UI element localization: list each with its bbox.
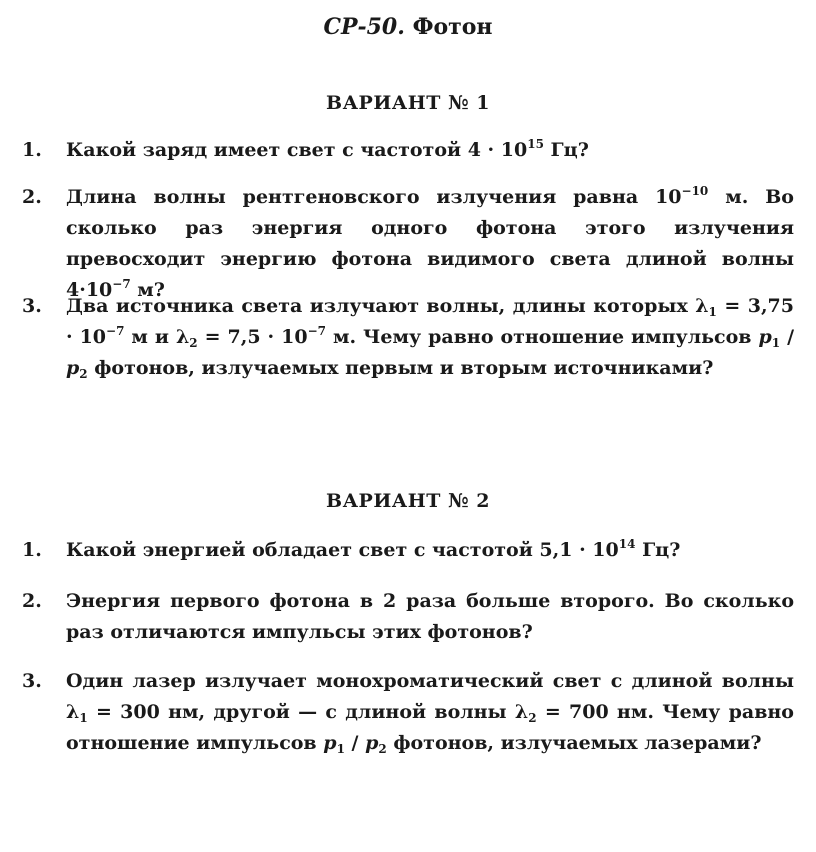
variant-1-problem-1 [22, 135, 794, 166]
problem-text-part: = 300 нм, другой — с длиной волны λ [87, 701, 529, 723]
problem-text-part: м? [130, 279, 165, 301]
variable-p: p [758, 326, 772, 348]
problem-number: 1. [22, 539, 42, 561]
problem-text: Энергия первого фотона в 2 раза больше второго. Во сколько раз отличаются импульсы этих фотонов? [66, 590, 794, 643]
problem-text-part: = 7,5 · 10 [197, 326, 308, 348]
variant-2-problem-2 [22, 586, 794, 648]
subscript: 1 [79, 711, 88, 725]
problem-text-part: фотонов, излучаемых первым и вторым источниками? [87, 357, 714, 379]
problem-text-part: Длина волны рентгеновского излучения равна 10 [66, 186, 682, 208]
problem-text-part: Один лазер излучает монохроматический свет с длиной волны λ [66, 670, 794, 723]
subscript: 1 [336, 742, 345, 756]
worksheet-code: СР-50. [323, 14, 405, 40]
exponent: 14 [618, 537, 636, 551]
problem-text [66, 666, 794, 759]
variant-2-problem-1 [22, 535, 794, 566]
variant-2-problem-3 [22, 666, 794, 759]
problem-text-part: = 3,75 · 10 [66, 295, 794, 348]
problem-text-part: м. Во сколько раз энергия одного фотона этого излучения превосходит энергию фотона видимого света длиной волны 4·10 [66, 186, 794, 301]
problem-number: 2. [22, 590, 42, 612]
exponent: 15 [527, 137, 544, 151]
subscript: 1 [708, 305, 717, 319]
variable-p: p [323, 732, 337, 754]
subscript: 1 [771, 336, 781, 350]
problem-text [66, 535, 794, 566]
problem-number: 2. [22, 186, 42, 208]
exponent: −10 [681, 184, 709, 198]
problem-text-part: Какой заряд имеет свет с частотой 4 · 10 [66, 139, 528, 161]
problem-number: 3. [22, 670, 42, 692]
problem-text-part: Какой энергией обладает свет с частотой 5,1 · 10 [66, 539, 619, 561]
subscript: 2 [528, 711, 537, 725]
exponent: −7 [106, 324, 125, 338]
variant-1-heading: ВАРИАНТ № 1 [326, 92, 490, 114]
subscript: 2 [378, 742, 387, 756]
variant-1-problem-2 [22, 182, 794, 306]
variable-p: p [365, 732, 379, 754]
worksheet-topic: Фотон [412, 14, 493, 40]
problem-number: 3. [22, 295, 42, 317]
variable-p: p [66, 357, 80, 379]
problem-text-part: Два источника света излучают волны, длины которых λ [66, 295, 709, 317]
problem-text-part: м и λ [124, 326, 190, 348]
page-title [0, 14, 816, 40]
subscript: 2 [189, 336, 198, 350]
fraction-slash: / [344, 732, 366, 754]
problem-text-part: м. Чему равно отношение импульсов [325, 326, 759, 348]
problem-text-part: Гц? [543, 139, 589, 161]
problem-text-part: = 700 нм. Чему равно отношение импульсов [66, 701, 794, 754]
fraction-slash: / [780, 326, 795, 348]
exponent: −7 [112, 277, 131, 291]
subscript: 2 [79, 367, 88, 381]
problem-text [66, 291, 794, 384]
variant-1-problem-3 [22, 291, 794, 384]
variant-2-heading: ВАРИАНТ № 2 [326, 490, 490, 512]
problem-text-part: Гц? [635, 539, 681, 561]
exponent: −7 [307, 324, 326, 338]
problem-text [66, 182, 794, 306]
problem-number: 1. [22, 139, 42, 161]
problem-text [66, 135, 794, 166]
problem-text-part: фотонов, излучаемых лазерами? [386, 732, 762, 754]
